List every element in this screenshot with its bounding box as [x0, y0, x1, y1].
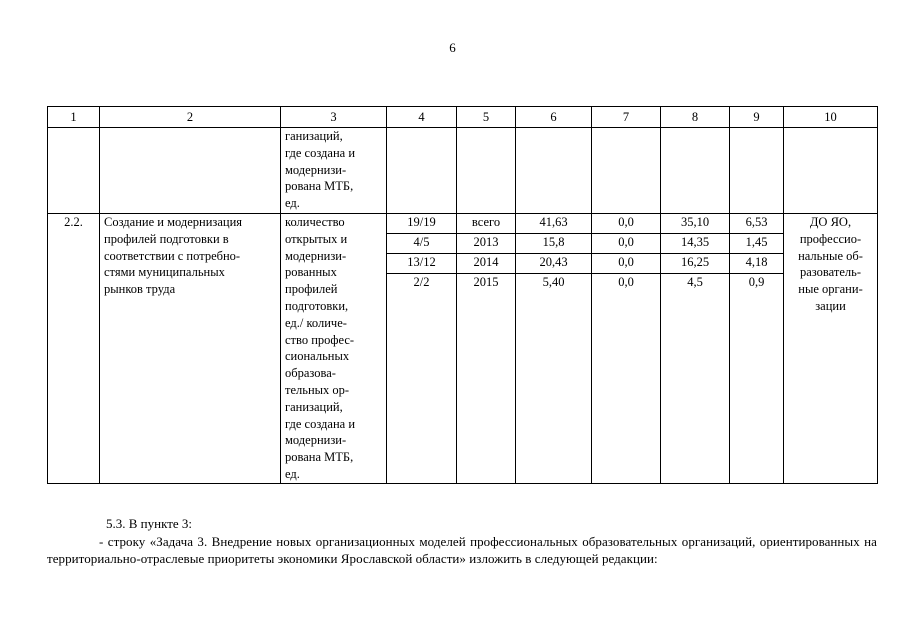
page-number: 6	[449, 40, 456, 55]
column-number-row	[48, 107, 878, 128]
funding-total: 41,63	[516, 214, 592, 234]
header-cell: 2	[100, 107, 281, 128]
funding-other: 1,45	[730, 233, 784, 253]
header-cell: 7	[592, 107, 661, 128]
funding-other: 6,53	[730, 214, 784, 234]
funding-federal: 0,0	[592, 233, 661, 253]
table-row-2-2	[48, 214, 878, 234]
paragraph-section-5-3: 5.3. В пункте 3:	[106, 516, 193, 531]
indicator-value: 2/2	[387, 273, 457, 483]
funding-total: 20,43	[516, 253, 592, 273]
funding-other: 4,18	[730, 253, 784, 273]
row-number: 2.2.	[48, 214, 100, 484]
indicator-value: 19/19	[387, 214, 457, 234]
indicator-value: 13/12	[387, 253, 457, 273]
funding-federal: 0,0	[592, 253, 661, 273]
paragraph-task-3: - строку «Задача 3. Внедрение новых организационных моделей профессиональных образовательных организаций, ориентированных на территориально-отраслевые приоритеты экономики Ярославской области» изложить в следующей редакции:	[47, 534, 877, 566]
funding-federal: 0,0	[592, 214, 661, 234]
indicator-description: количество открытых и модернизи- рованных профилей подготовки, ед./ количе- ство профес- сиональных образова- тельных ор- ганизаций, где создана и модернизи- рована МТБ, ед.	[281, 214, 387, 484]
period-cell: 2015	[457, 273, 516, 483]
continuation-row	[48, 128, 878, 214]
activity-name: Создание и модернизация профилей подготовки в соответствии с потребно- стями муниципальных рынков труда	[100, 214, 281, 484]
header-cell: 4	[387, 107, 457, 128]
period-cell: 2013	[457, 233, 516, 253]
header-cell: 8	[661, 107, 730, 128]
indicator-continuation-cell: ганизаций, где создана и модернизи- рована МТБ, ед.	[281, 128, 387, 214]
period-cell: всего	[457, 214, 516, 234]
program-table	[47, 106, 878, 484]
header-cell: 1	[48, 107, 100, 128]
funding-regional: 35,10	[661, 214, 730, 234]
header-cell: 9	[730, 107, 784, 128]
funding-regional: 16,25	[661, 253, 730, 273]
funding-other: 0,9	[730, 273, 784, 483]
funding-regional: 14,35	[661, 233, 730, 253]
header-cell: 10	[784, 107, 878, 128]
header-cell: 3	[281, 107, 387, 128]
period-cell: 2014	[457, 253, 516, 273]
funding-regional: 4,5	[661, 273, 730, 483]
executor-cell: ДО ЯО, профессио- нальные об- разователь- ные органи- зации	[784, 214, 878, 484]
header-cell: 6	[516, 107, 592, 128]
funding-total: 15,8	[516, 233, 592, 253]
funding-federal: 0,0	[592, 273, 661, 483]
header-cell: 5	[457, 107, 516, 128]
funding-total: 5,40	[516, 273, 592, 483]
indicator-value: 4/5	[387, 233, 457, 253]
